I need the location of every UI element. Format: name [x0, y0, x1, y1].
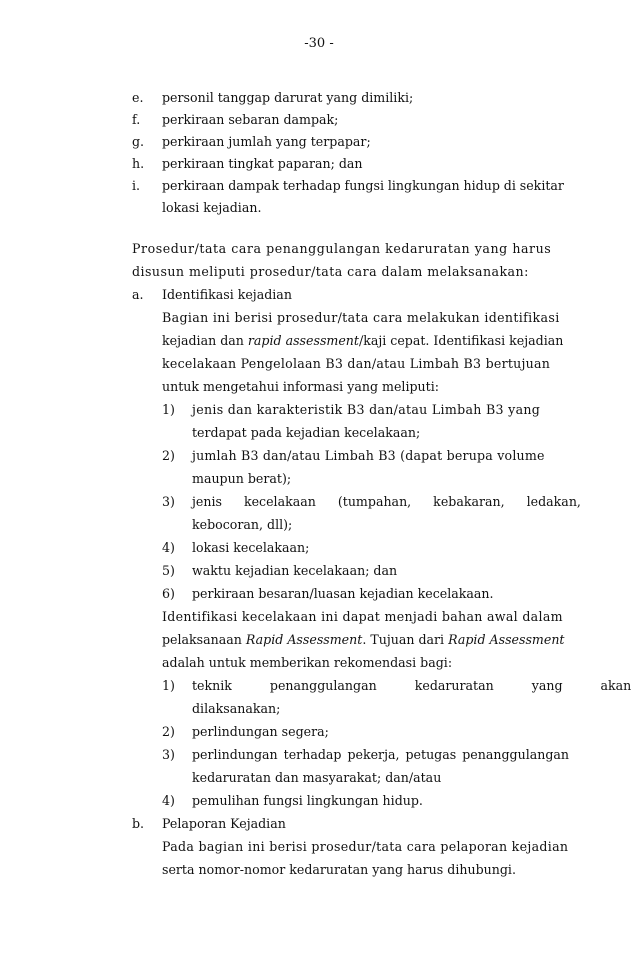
list-item-text: perkiraan tingkat paparan; dan — [162, 156, 363, 171]
list-item-text: perkiraan jumlah yang terpapar; — [162, 134, 371, 149]
sub-item-marker: 3) — [162, 747, 175, 762]
section-a-para1-line3: kecelakaan Pengelolaan B3 dan/atau Limbah B3 bertujuan — [162, 356, 551, 371]
sub-item-marker: 1) — [162, 402, 175, 417]
sub-item-marker: 2) — [162, 448, 175, 463]
section-a-para1-line2: kejadian dan rapid assessment/kaji cepat. Identifikasi kejadian — [162, 333, 564, 348]
section-b-marker: b. — [132, 816, 145, 831]
sub-item-text: lokasi kecelakaan; — [192, 540, 310, 555]
sub-item-text: perlindungan segera; — [192, 724, 329, 739]
list-marker: h. — [132, 156, 145, 171]
list-item-text: personil tanggap darurat yang dimiliki; — [162, 90, 414, 105]
emphasis-text: Rapid Assessment — [448, 632, 565, 647]
sub-item-marker: 6) — [162, 586, 175, 601]
section-b-line2: serta nomor-nomor kedaruratan yang harus dihubungi. — [162, 862, 516, 877]
section-b-line1: Pada bagian ini berisi prosedur/tata cara pelaporan kejadian — [162, 839, 569, 854]
sub-item-text: perlindungan terhadap pekerja, petugas penanggulangan — [192, 747, 570, 762]
sub-item-marker: 5) — [162, 563, 175, 578]
sub-item-text: jenis kecelakaan (tumpahan, kebakaran, ledakan, — [192, 494, 581, 509]
sub-item-marker: 4) — [162, 540, 175, 555]
list-item-text: perkiraan dampak terhadap fungsi lingkungan hidup di sekitar — [162, 178, 564, 193]
list-item-text-cont: lokasi kejadian. — [162, 200, 262, 215]
sub-item-text: jumlah B3 dan/atau Limbah B3 (dapat berupa volume — [192, 448, 545, 463]
section-a-para2-line2: pelaksanaan Rapid Assessment. Tujuan dari Rapid Assessment — [162, 632, 565, 647]
sub-item-text-cont: kedaruratan dan masyarakat; dan/atau — [192, 770, 442, 785]
sub-item-text-cont: kebocoran, dll); — [192, 517, 293, 532]
section-a-para1-line1: Bagian ini berisi prosedur/tata cara melakukan identifikasi — [162, 310, 560, 325]
sub-item-marker: 1) — [162, 678, 175, 693]
sub-item-text-cont: terdapat pada kejadian kecelakaan; — [192, 425, 421, 440]
sub-item-text-cont: dilaksanakan; — [192, 701, 281, 716]
page-number: -30 - — [304, 36, 334, 51]
sub-item-text: jenis dan karakteristik B3 dan/atau Limbah B3 yang — [192, 402, 541, 417]
emphasis-text: rapid assessment — [247, 333, 359, 348]
list-marker: g. — [132, 134, 145, 149]
section-a-title: Identifikasi kejadian — [162, 287, 292, 302]
sub-item-marker: 4) — [162, 793, 175, 808]
list-marker: f. — [132, 112, 141, 127]
section-a-marker: a. — [132, 287, 144, 302]
intro-line-2: disusun meliputi prosedur/tata cara dalam melaksanakan: — [132, 264, 529, 279]
intro-line-1: Prosedur/tata cara penanggulangan kedaruratan yang harus — [132, 241, 552, 256]
sub-item-marker: 3) — [162, 494, 175, 509]
emphasis-text: Rapid Assessment — [245, 632, 363, 647]
sub-item-text: pemulihan fungsi lingkungan hidup. — [192, 793, 423, 808]
sub-item-text: perkiraan besaran/luasan kejadian kecelakaan. — [192, 586, 494, 601]
sub-item-marker: 2) — [162, 724, 175, 739]
sub-item-text: teknik penanggulangan kedaruratan yang akan — [192, 678, 632, 693]
section-a-para2-line1: Identifikasi kecelakaan ini dapat menjadi bahan awal dalam — [162, 609, 563, 624]
list-item-text: perkiraan sebaran dampak; — [162, 112, 339, 127]
section-b-title: Pelaporan Kejadian — [162, 816, 286, 831]
sub-item-text-cont: maupun berat); — [192, 471, 292, 486]
list-marker: e. — [132, 90, 144, 105]
sub-item-text: waktu kejadian kecelakaan; dan — [192, 563, 398, 578]
section-a-para1-line4: untuk mengetahui informasi yang meliputi: — [162, 379, 439, 394]
section-a-para2-line3: adalah untuk memberikan rekomendasi bagi: — [162, 655, 453, 670]
list-marker: i. — [132, 178, 141, 193]
